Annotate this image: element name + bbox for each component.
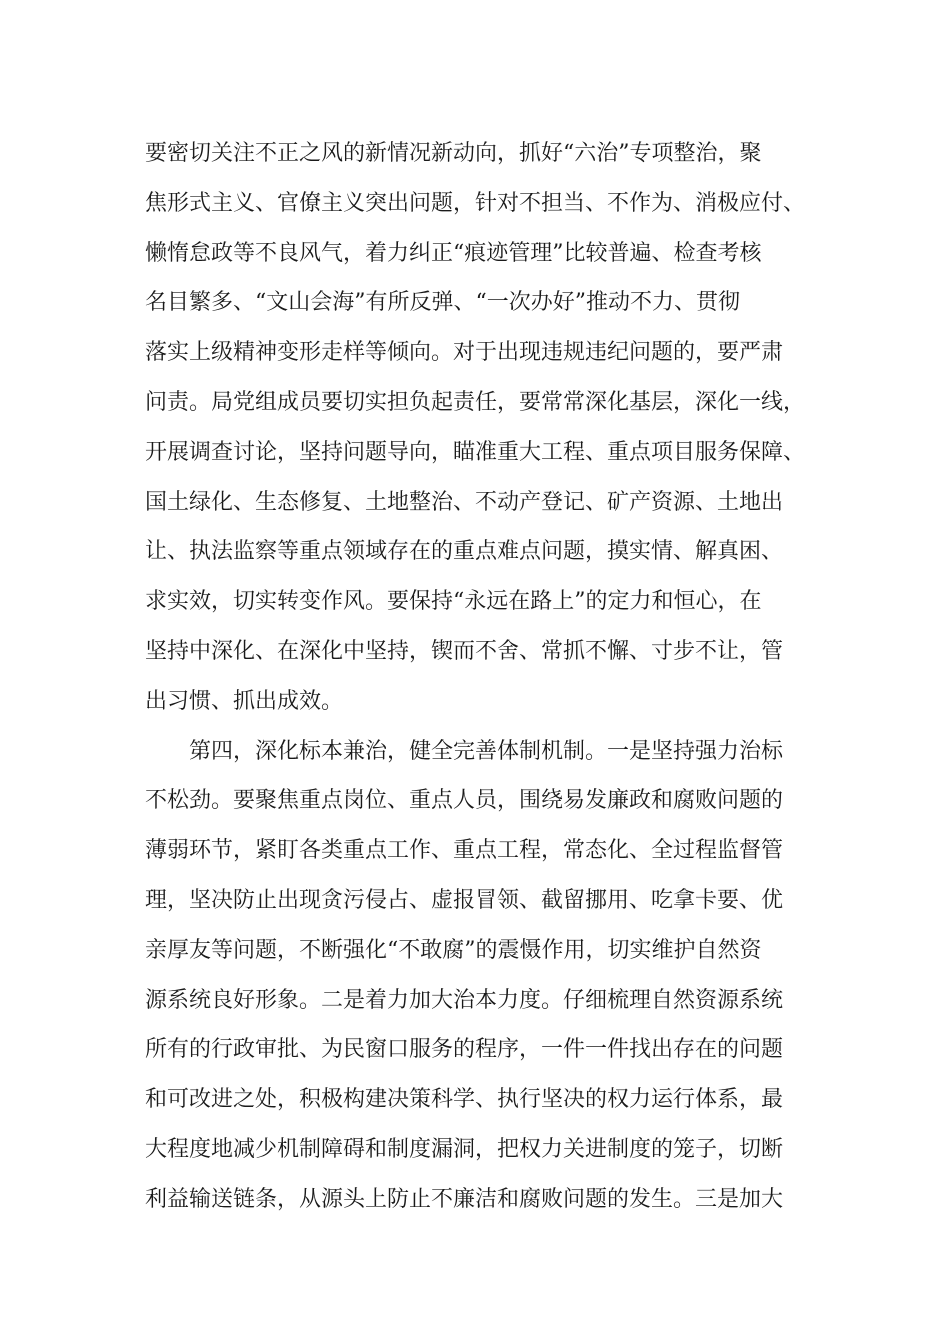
text-line: 国土绿化、生态修复、土地整治、不动产登记、矿产资源、土地出 bbox=[145, 489, 784, 515]
text-line: 名目繁多、“文山会海”有所反弹、“一次办好”推动不力、贯彻 bbox=[145, 290, 740, 316]
text-line: 要密切关注不正之风的新情况新动向，抓好“六治”专项整治，聚 bbox=[145, 141, 762, 166]
text-line: 出习惯、抓出成效。 bbox=[145, 688, 344, 714]
text-line: 所有的行政审批、为民窗口服务的程序，一件一件找出存在的问题 bbox=[145, 1037, 784, 1063]
text-line: 懒惰怠政等不良风气，着力纠正“痕迹管理”比较普遍、检查考核 bbox=[145, 240, 762, 266]
body-text bbox=[145, 129, 835, 1225]
text-line: 源系统良好形象。二是着力加大治本力度。仔细梳理自然资源系统 bbox=[145, 987, 784, 1013]
text-line: 问责。局党组成员要切实担负起责任，要常常深化基层，深化一线， bbox=[145, 389, 806, 415]
text-line: 亲厚友等问题，不断强化“不敢腐”的震慑作用，切实维护自然资 bbox=[145, 937, 762, 963]
text-line: 让、执法监察等重点领域存在的重点难点问题，摸实情、解真困、 bbox=[145, 539, 784, 565]
text-line: 大程度地减少机制障碍和制度漏洞，把权力关进制度的笼子，切断 bbox=[145, 1136, 784, 1162]
text-line: 利益输送链条，从源头上防止不廉洁和腐败问题的发生。三是加大 bbox=[145, 1186, 784, 1212]
paragraph-start-line: 第四，深化标本兼治，健全完善体制机制。一是坚持强力治标 bbox=[145, 738, 784, 764]
text-line: 理，坚决防止出现贪污侵占、虚报冒领、截留挪用、吃拿卡要、优 bbox=[145, 887, 784, 913]
text-line: 和可改进之处，积极构建决策科学、执行坚决的权力运行体系，最 bbox=[145, 1087, 784, 1113]
text-line: 落实上级精神变形走样等倾向。对于出现违规违纪问题的，要严肃 bbox=[145, 340, 784, 366]
text-line: 薄弱环节，紧盯各类重点工作、重点工程，常态化、全过程监督管 bbox=[145, 838, 784, 864]
text-line: 求实效，切实转变作风。要保持“永远在路上”的定力和恒心，在 bbox=[145, 589, 762, 615]
text-line: 焦形式主义、官僚主义突出问题，针对不担当、不作为、消极应付、 bbox=[145, 190, 806, 216]
text-line: 坚持中深化、在深化中坚持，锲而不舍、常抓不懈、寸步不让，管 bbox=[145, 638, 784, 664]
text-line: 开展调查讨论，坚持问题导向，瞄准重大工程、重点项目服务保障、 bbox=[145, 439, 806, 465]
text-line: 不松劲。要聚焦重点岗位、重点人员，围绕易发廉政和腐败问题的 bbox=[145, 788, 784, 814]
